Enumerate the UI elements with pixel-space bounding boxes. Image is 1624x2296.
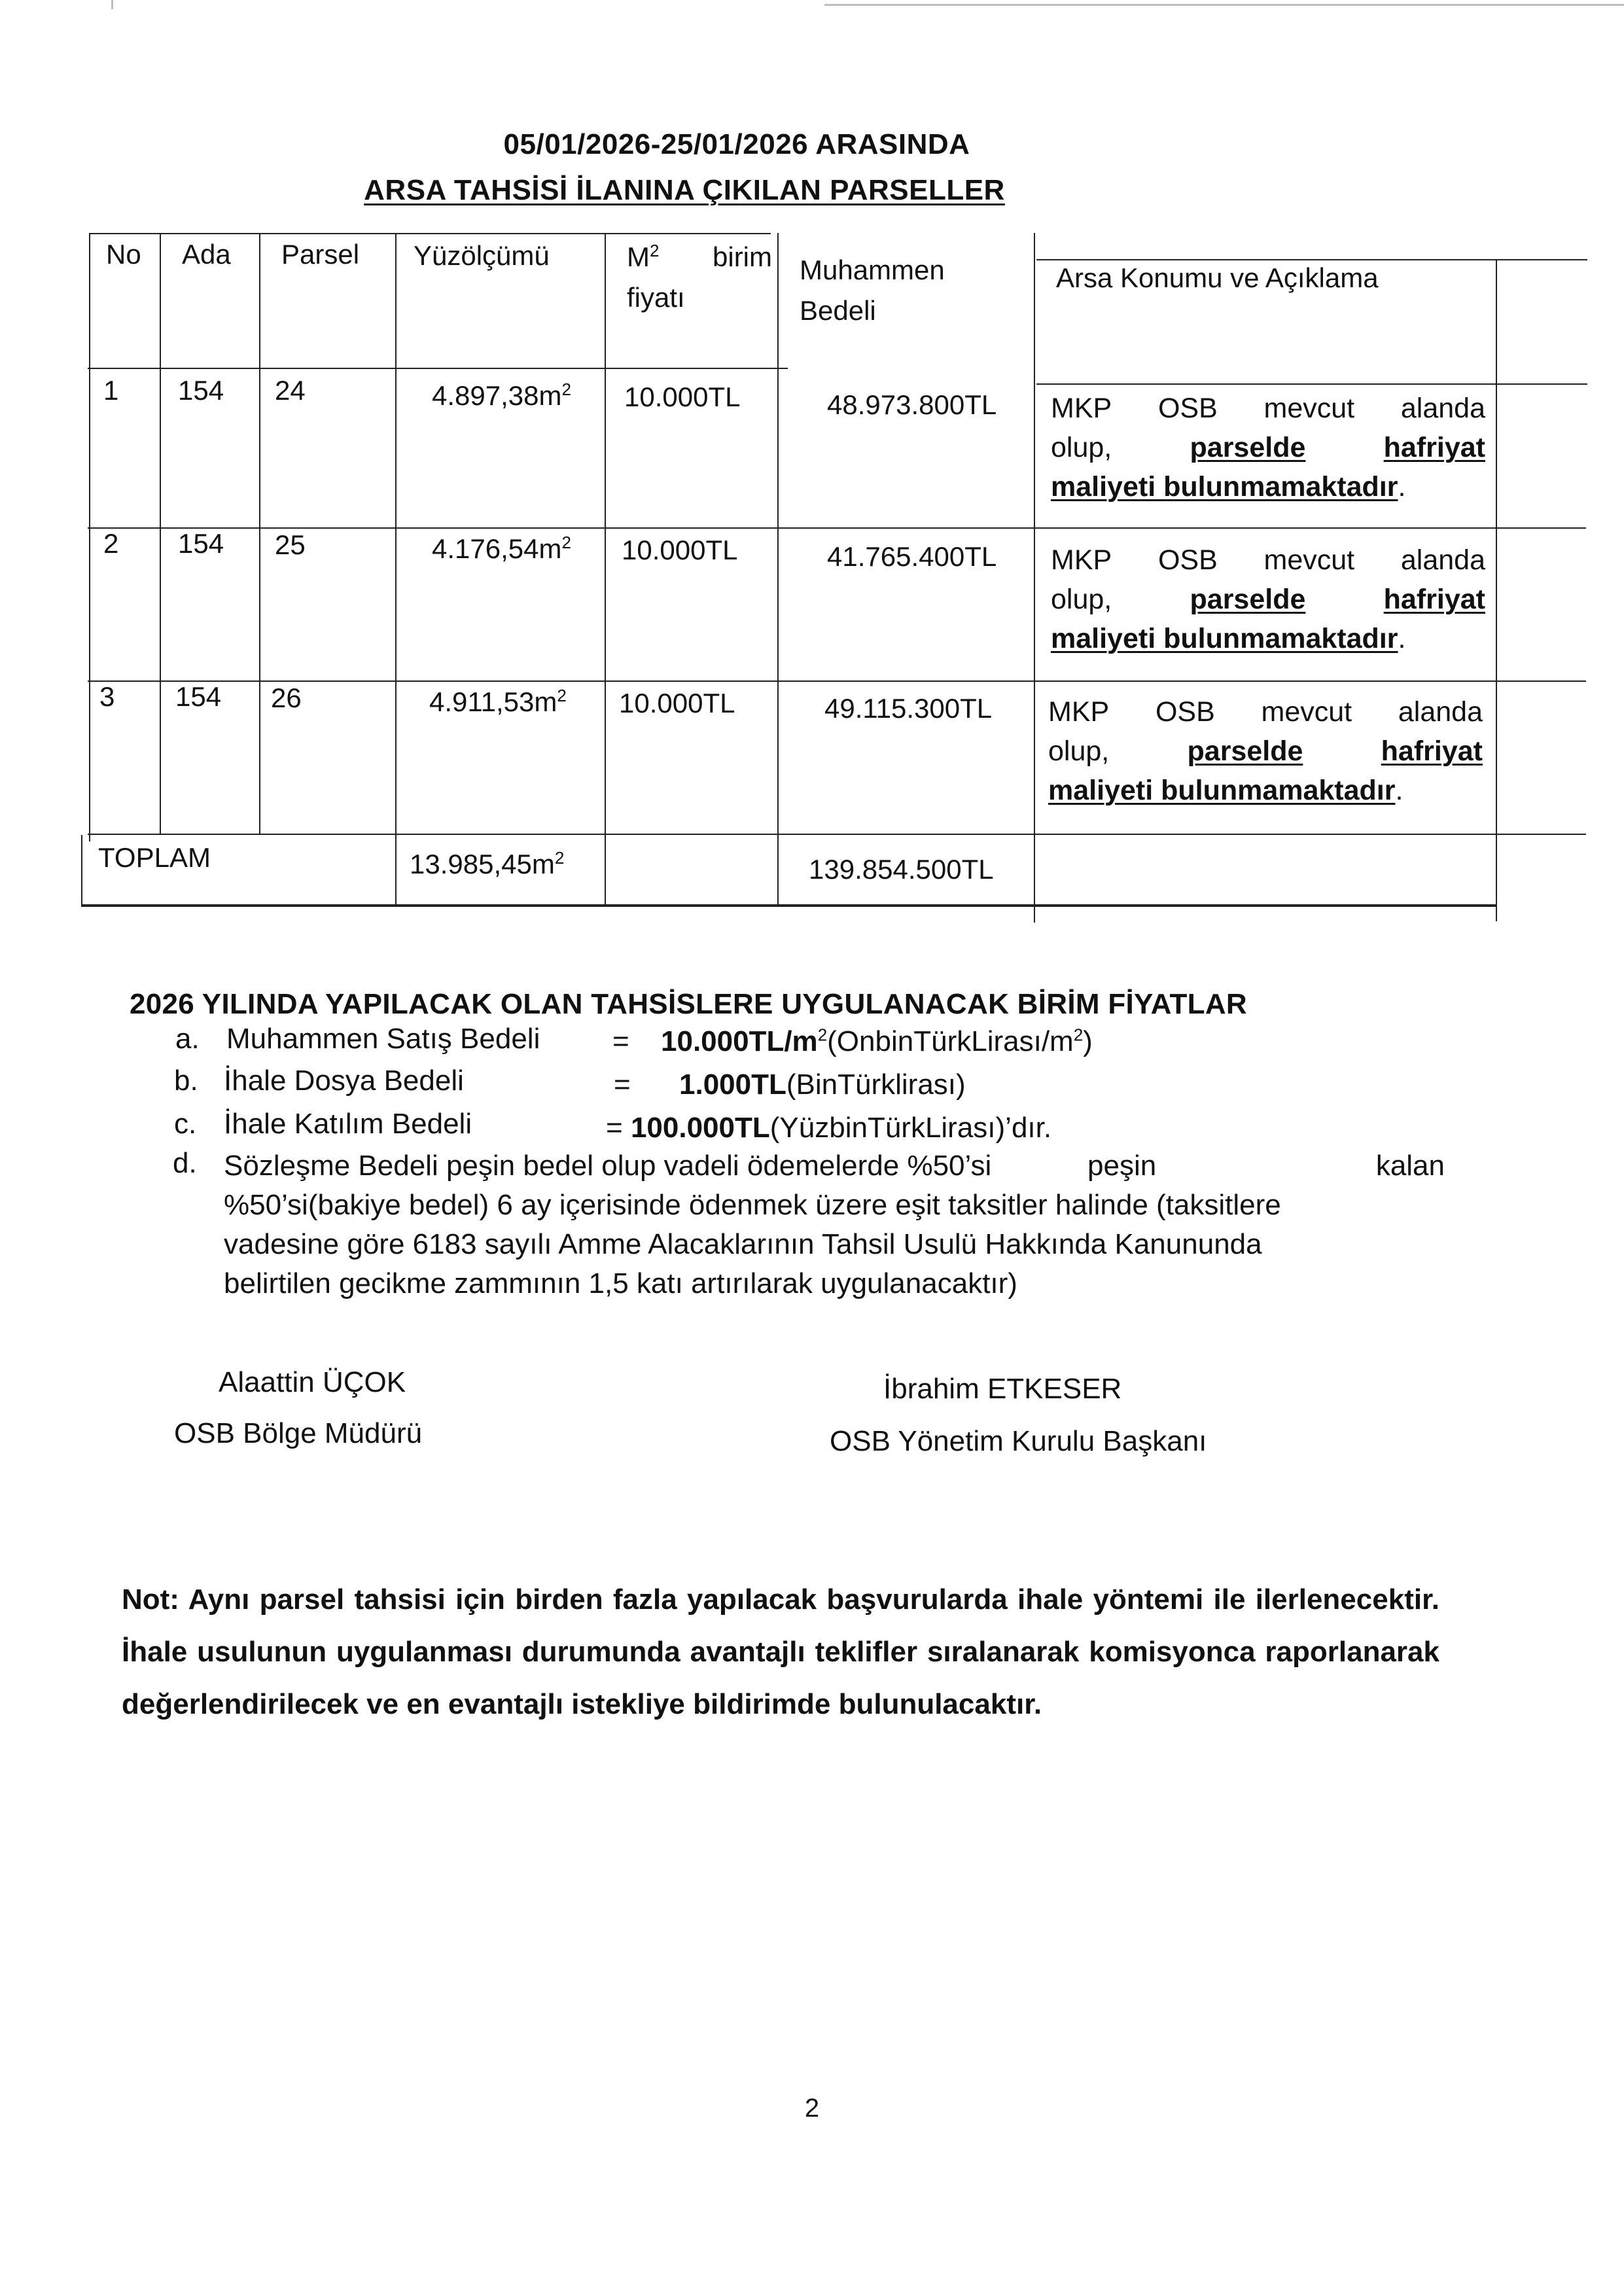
page-title-dates: 05/01/2026-25/01/2026 ARASINDA <box>503 128 970 160</box>
header-no: No <box>106 239 141 270</box>
price-item-a-label: Muhammen Satış Bedeli <box>226 1023 540 1055</box>
total-estimated-price: 139.854.500TL <box>809 854 994 885</box>
right-signatory-title: OSB Yönetim Kurulu Başkanı <box>830 1425 1207 1457</box>
row2-description: MKP OSB mevcut alanda olup, parselde hafriyat maliyeti bulunmamaktadır. <box>1051 544 1485 654</box>
row2-area: $4.176,54m^2$ <box>432 533 571 564</box>
row3-estimated-price: 49.115.300TL <box>824 693 993 724</box>
row1-no: 1 <box>103 375 119 406</box>
row2-no: 2 <box>103 528 119 559</box>
price-item-b-label: İhale Dosya Bedeli <box>224 1065 464 1097</box>
price-item-d-text: Sözleşme Bedeli peşin bedel olup vadeli ödemelerde %50’si peşin kalan %50’si(bakiye bedel) 6 ay içerisinde ödenmek üzere eşit taksitler halinde (taksitlere vadesine göre 6183 sayılı Amme Alacaklarının Tahsil Usulü Hakkında Kanununda belirtilen gecikme zammının 1,5 katı artırılarak uygulanacaktır) <box>224 1150 1445 1299</box>
right-signatory-name: İbrahim ETKESER <box>883 1373 1122 1405</box>
price-item-c-label: İhale Katılım Bedeli <box>224 1108 472 1140</box>
price-item-a-value: $10.000TL/m^2(OnbinTürkLirası/m^2)$ <box>661 1025 1093 1057</box>
row1-estimated-price: 48.973.800TL <box>827 389 997 420</box>
price-item-c-value: = 100.000TL(YüzbinTürkLirası)’dır. <box>606 1112 1052 1144</box>
price-item-b-value: 1.000TL(BinTürklirası) <box>679 1069 966 1101</box>
price-item-b-equals: = <box>614 1069 631 1101</box>
row1-area: $4.897,38m^2$ <box>432 380 571 411</box>
row1-description: MKP OSB mevcut alanda olup, parselde hafriyat maliyeti bulunmamaktadır. <box>1051 393 1485 503</box>
price-item-d-marker: d. <box>173 1147 197 1179</box>
header-unit-price: $M^2$ birim fiyatı <box>627 241 772 313</box>
price-item-c-marker: c. <box>174 1108 197 1140</box>
row2-parsel: 25 <box>275 529 306 560</box>
header-location: Arsa Konumu ve Açıklama <box>1056 262 1379 293</box>
left-signatory-title: OSB Bölge Müdürü <box>174 1417 423 1449</box>
row3-description: MKP OSB mevcut alanda olup, parselde hafriyat maliyeti bulunmamaktadır. <box>1048 696 1483 806</box>
left-signatory-name: Alaattin ÜÇOK <box>219 1366 406 1398</box>
price-item-a-equals: = <box>612 1025 629 1057</box>
header-area: Yüzölçümü <box>414 240 550 271</box>
scan-artifact-top <box>824 4 1624 6</box>
price-item-b-marker: b. <box>174 1065 198 1097</box>
header-parsel: Parsel <box>281 239 360 270</box>
total-area: $13.985,45m^2$ <box>410 848 565 879</box>
note-paragraph: Not: Aynı parsel tahsisi için birden fazla yapılacak başvurularda ihale yöntemi ile ilerlenecektir. İhale usulunun uygulanması durumunda avantajlı teklifler sıralanarak komisyonca raporlanarak değerlendirilecek ve en evantajlı istekliye bildirimde bulunulacaktır. <box>122 1583 1439 1720</box>
row1-unit-price: 10.000TL <box>624 381 741 412</box>
row1-ada: 154 <box>178 375 224 406</box>
row2-estimated-price: 41.765.400TL <box>827 541 997 572</box>
scan-artifact-mark <box>111 0 113 9</box>
header-estimated-price: Muhammen Bedeli <box>800 255 945 326</box>
row3-area: $4.911,53m^2$ <box>429 686 567 717</box>
page-number: 2 <box>804 2094 820 2123</box>
price-item-a-marker: a. <box>175 1023 200 1055</box>
row3-parsel: 26 <box>271 682 302 713</box>
row1-parsel: 24 <box>275 375 306 406</box>
row2-ada: 154 <box>178 528 224 559</box>
row3-no: 3 <box>99 681 115 712</box>
total-label: TOPLAM <box>98 842 211 873</box>
unit-prices-title: 2026 YILINDA YAPILACAK OLAN TAHSİSLERE UYGULANACAK BİRİM FİYATLAR <box>130 988 1247 1020</box>
row2-unit-price: 10.000TL <box>622 535 738 565</box>
header-ada: Ada <box>182 239 231 270</box>
page-title: ARSA TAHSİSİ İLANINA ÇIKILAN PARSELLER <box>364 174 1005 206</box>
row3-ada: 154 <box>175 681 222 712</box>
row3-unit-price: 10.000TL <box>619 688 735 718</box>
